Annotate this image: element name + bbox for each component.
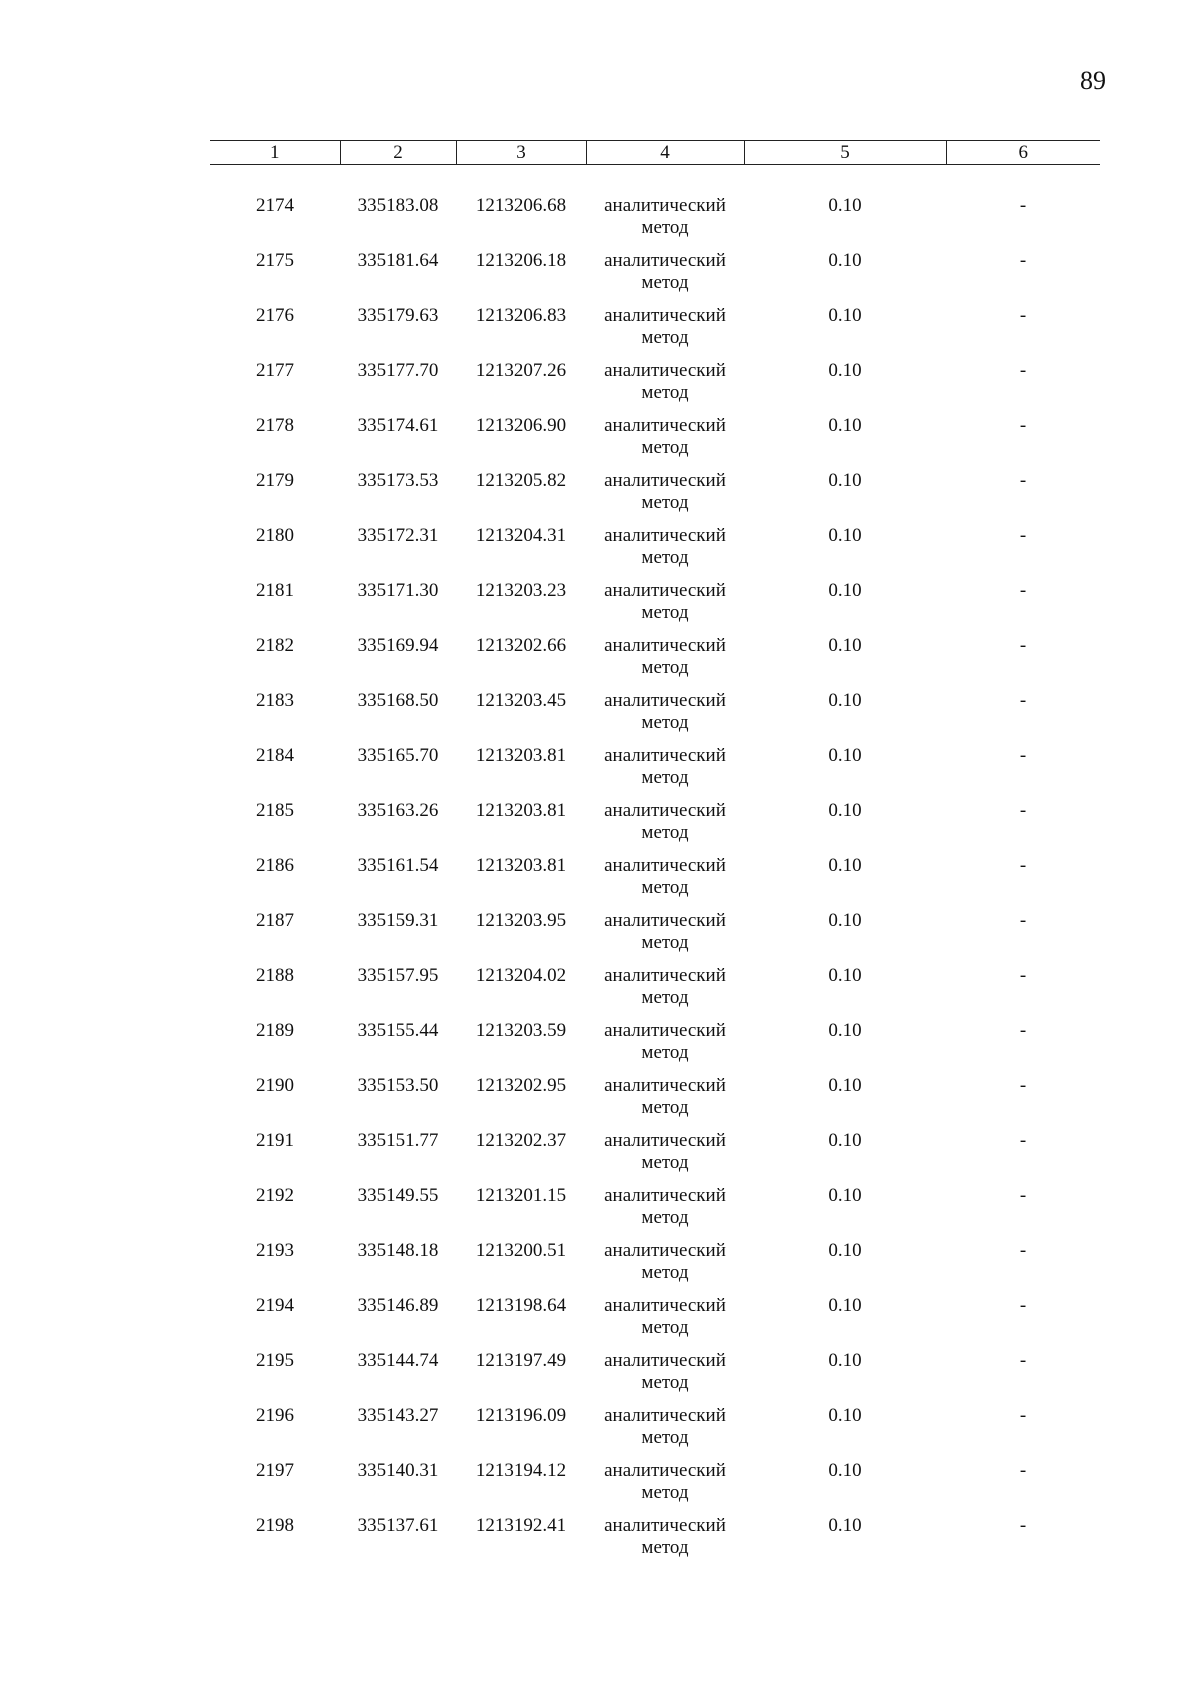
table-row	[210, 580, 1100, 635]
y-coordinate-cell: 1213203.59	[475, 1020, 567, 1041]
x-coordinate-cell: 335169.94	[357, 635, 439, 656]
note-cell: -	[1019, 1185, 1027, 1206]
note-cell: -	[1019, 1240, 1027, 1261]
table-row	[210, 525, 1100, 580]
y-coordinate-cell: 1213204.02	[475, 965, 567, 986]
coordinates-table-container	[210, 140, 1100, 1570]
table-row	[210, 1515, 1100, 1570]
method-line-2: метод	[641, 1372, 689, 1393]
point-number-cell: 2183	[256, 690, 294, 711]
note-cell: -	[1019, 965, 1027, 986]
point-number-cell: 2185	[256, 800, 294, 821]
x-coordinate-cell: 335149.55	[357, 1185, 439, 1206]
method-line-1: аналитический	[604, 800, 726, 821]
note-cell: -	[1019, 1515, 1027, 1536]
table-row	[210, 635, 1100, 690]
accuracy-cell: 0.10	[828, 415, 862, 436]
method-line-1: аналитический	[604, 415, 726, 436]
method-line-1: аналитический	[604, 1515, 726, 1536]
method-line-2: метод	[641, 1152, 689, 1173]
note-cell: -	[1019, 580, 1027, 601]
x-coordinate-cell: 335173.53	[357, 470, 439, 491]
method-cell	[586, 1460, 744, 1515]
method-cell	[586, 1240, 744, 1295]
x-coordinate-cell: 335168.50	[357, 690, 439, 711]
note-cell: -	[1019, 910, 1027, 931]
method-cell	[586, 635, 744, 690]
method-cell	[586, 1350, 744, 1405]
method-line-2: метод	[641, 492, 689, 513]
note-cell: -	[1019, 525, 1027, 546]
note-cell: -	[1019, 690, 1027, 711]
method-cell	[586, 690, 744, 745]
method-line-2: метод	[641, 1042, 689, 1063]
method-line-2: метод	[641, 327, 689, 348]
note-cell: -	[1019, 1405, 1027, 1426]
accuracy-cell: 0.10	[828, 855, 862, 876]
coordinates-table	[210, 140, 1100, 1570]
accuracy-cell: 0.10	[828, 965, 862, 986]
note-cell: -	[1019, 745, 1027, 766]
table-row	[210, 855, 1100, 910]
method-line-2: метод	[641, 932, 689, 953]
method-line-1: аналитический	[604, 305, 726, 326]
method-cell	[586, 855, 744, 910]
method-line-2: метод	[641, 1262, 689, 1283]
method-cell	[586, 165, 744, 251]
method-cell	[586, 1130, 744, 1185]
y-coordinate-cell: 1213198.64	[475, 1295, 567, 1316]
point-number-cell: 2176	[256, 305, 294, 326]
table-row	[210, 1240, 1100, 1295]
table-row	[210, 1185, 1100, 1240]
method-line-1: аналитический	[604, 1020, 726, 1041]
point-number-cell: 2188	[256, 965, 294, 986]
table-row	[210, 250, 1100, 305]
accuracy-cell: 0.10	[828, 1350, 862, 1371]
x-coordinate-cell: 335161.54	[357, 855, 439, 876]
method-cell	[586, 525, 744, 580]
x-coordinate-cell: 335140.31	[357, 1460, 439, 1481]
method-cell	[586, 745, 744, 800]
accuracy-cell: 0.10	[828, 305, 862, 326]
point-number-cell: 2184	[256, 745, 294, 766]
table-row	[210, 965, 1100, 1020]
point-number-cell: 2197	[256, 1460, 294, 1481]
point-number-cell: 2178	[256, 415, 294, 436]
y-coordinate-cell: 1213202.66	[475, 635, 567, 656]
note-cell: -	[1019, 635, 1027, 656]
method-line-2: метод	[641, 1427, 689, 1448]
accuracy-cell: 0.10	[828, 360, 862, 381]
y-coordinate-cell: 1213194.12	[475, 1460, 567, 1481]
point-number-cell: 2182	[256, 635, 294, 656]
note-cell: -	[1019, 855, 1027, 876]
y-coordinate-cell: 1213203.81	[475, 855, 567, 876]
method-cell	[586, 1515, 744, 1570]
method-line-1: аналитический	[604, 690, 726, 711]
accuracy-cell: 0.10	[828, 1515, 862, 1536]
note-cell: -	[1019, 250, 1027, 271]
accuracy-cell: 0.10	[828, 1185, 862, 1206]
table-row	[210, 1295, 1100, 1350]
note-cell: -	[1019, 1350, 1027, 1371]
method-line-2: метод	[641, 712, 689, 733]
method-cell	[586, 1020, 744, 1075]
y-coordinate-cell: 1213206.18	[475, 250, 567, 271]
y-coordinate-cell: 1213207.26	[475, 360, 567, 381]
method-cell	[586, 470, 744, 525]
y-coordinate-cell: 1213197.49	[475, 1350, 567, 1371]
point-number-cell: 2174	[256, 195, 294, 216]
method-line-1: аналитический	[604, 910, 726, 931]
point-number-cell: 2191	[256, 1130, 294, 1151]
note-cell: -	[1019, 470, 1027, 491]
accuracy-cell: 0.10	[828, 690, 862, 711]
method-cell	[586, 1405, 744, 1460]
y-coordinate-cell: 1213202.37	[475, 1130, 567, 1151]
column-header-1: 1	[210, 141, 340, 165]
y-coordinate-cell: 1213192.41	[475, 1515, 567, 1536]
table-row	[210, 470, 1100, 525]
method-line-1: аналитический	[604, 250, 726, 271]
x-coordinate-cell: 335151.77	[357, 1130, 439, 1151]
method-line-1: аналитический	[604, 470, 726, 491]
y-coordinate-cell: 1213196.09	[475, 1405, 567, 1426]
point-number-cell: 2194	[256, 1295, 294, 1316]
note-cell: -	[1019, 1020, 1027, 1041]
y-coordinate-cell: 1213202.95	[475, 1075, 567, 1096]
y-coordinate-cell: 1213204.31	[475, 525, 567, 546]
table-row	[210, 1020, 1100, 1075]
accuracy-cell: 0.10	[828, 745, 862, 766]
accuracy-cell: 0.10	[828, 250, 862, 271]
accuracy-cell: 0.10	[828, 470, 862, 491]
method-line-1: аналитический	[604, 1130, 726, 1151]
x-coordinate-cell: 335144.74	[357, 1350, 439, 1371]
method-cell	[586, 415, 744, 470]
method-line-2: метод	[641, 437, 689, 458]
method-line-1: аналитический	[604, 1240, 726, 1261]
point-number-cell: 2190	[256, 1075, 294, 1096]
method-line-2: метод	[641, 877, 689, 898]
y-coordinate-cell: 1213203.81	[475, 745, 567, 766]
point-number-cell: 2195	[256, 1350, 294, 1371]
table-header	[210, 141, 1100, 165]
method-line-2: метод	[641, 1207, 689, 1228]
y-coordinate-cell: 1213206.68	[475, 195, 567, 216]
point-number-cell: 2192	[256, 1185, 294, 1206]
y-coordinate-cell: 1213205.82	[475, 470, 567, 491]
method-line-2: метод	[641, 382, 689, 403]
y-coordinate-cell: 1213203.95	[475, 910, 567, 931]
table-row	[210, 800, 1100, 855]
accuracy-cell: 0.10	[828, 635, 862, 656]
y-coordinate-cell: 1213200.51	[475, 1240, 567, 1261]
method-line-1: аналитический	[604, 580, 726, 601]
method-line-1: аналитический	[604, 635, 726, 656]
x-coordinate-cell: 335181.64	[357, 250, 439, 271]
note-cell: -	[1019, 195, 1027, 216]
method-line-1: аналитический	[604, 1405, 726, 1426]
table-row	[210, 165, 1100, 251]
note-cell: -	[1019, 1130, 1027, 1151]
x-coordinate-cell: 335183.08	[357, 195, 439, 216]
method-cell	[586, 250, 744, 305]
note-cell: -	[1019, 360, 1027, 381]
note-cell: -	[1019, 415, 1027, 436]
point-number-cell: 2180	[256, 525, 294, 546]
method-line-1: аналитический	[604, 745, 726, 766]
x-coordinate-cell: 335148.18	[357, 1240, 439, 1261]
note-cell: -	[1019, 1295, 1027, 1316]
method-line-1: аналитический	[604, 525, 726, 546]
method-line-2: метод	[641, 767, 689, 788]
note-cell: -	[1019, 305, 1027, 326]
point-number-cell: 2196	[256, 1405, 294, 1426]
accuracy-cell: 0.10	[828, 1460, 862, 1481]
method-line-2: метод	[641, 217, 689, 238]
method-line-2: метод	[641, 602, 689, 623]
point-number-cell: 2175	[256, 250, 294, 271]
y-coordinate-cell: 1213203.23	[475, 580, 567, 601]
accuracy-cell: 0.10	[828, 1020, 862, 1041]
accuracy-cell: 0.10	[828, 1240, 862, 1261]
method-cell	[586, 910, 744, 965]
method-line-2: метод	[641, 1317, 689, 1338]
method-line-2: метод	[641, 1097, 689, 1118]
note-cell: -	[1019, 800, 1027, 821]
method-cell	[586, 580, 744, 635]
column-header-4: 4	[586, 141, 744, 165]
point-number-cell: 2177	[256, 360, 294, 381]
accuracy-cell: 0.10	[828, 580, 862, 601]
table-row	[210, 910, 1100, 965]
y-coordinate-cell: 1213206.83	[475, 305, 567, 326]
method-cell	[586, 800, 744, 855]
method-line-1: аналитический	[604, 855, 726, 876]
method-line-2: метод	[641, 657, 689, 678]
table-row	[210, 305, 1100, 360]
x-coordinate-cell: 335172.31	[357, 525, 439, 546]
x-coordinate-cell: 335143.27	[357, 1405, 439, 1426]
method-line-1: аналитический	[604, 1350, 726, 1371]
page-number: 89	[1080, 66, 1106, 95]
method-cell	[586, 1295, 744, 1350]
accuracy-cell: 0.10	[828, 910, 862, 931]
x-coordinate-cell: 335146.89	[357, 1295, 439, 1316]
method-line-1: аналитический	[604, 1295, 726, 1316]
table-row	[210, 690, 1100, 745]
x-coordinate-cell: 335137.61	[357, 1515, 439, 1536]
y-coordinate-cell: 1213206.90	[475, 415, 567, 436]
method-line-1: аналитический	[604, 1185, 726, 1206]
table-row	[210, 415, 1100, 470]
y-coordinate-cell: 1213201.15	[475, 1185, 567, 1206]
accuracy-cell: 0.10	[828, 1130, 862, 1151]
point-number-cell: 2189	[256, 1020, 294, 1041]
x-coordinate-cell: 335179.63	[357, 305, 439, 326]
y-coordinate-cell: 1213203.81	[475, 800, 567, 821]
method-line-1: аналитический	[604, 965, 726, 986]
x-coordinate-cell: 335157.95	[357, 965, 439, 986]
point-number-cell: 2193	[256, 1240, 294, 1261]
point-number-cell: 2187	[256, 910, 294, 931]
table-row	[210, 1405, 1100, 1460]
method-line-2: метод	[641, 272, 689, 293]
point-number-cell: 2181	[256, 580, 294, 601]
x-coordinate-cell: 335159.31	[357, 910, 439, 931]
method-line-1: аналитический	[604, 1075, 726, 1096]
method-line-2: метод	[641, 1537, 689, 1558]
column-header-2: 2	[340, 141, 456, 165]
accuracy-cell: 0.10	[828, 1405, 862, 1426]
column-header-5: 5	[744, 141, 946, 165]
method-cell	[586, 360, 744, 415]
table-row	[210, 360, 1100, 415]
x-coordinate-cell: 335165.70	[357, 745, 439, 766]
table-row	[210, 745, 1100, 800]
accuracy-cell: 0.10	[828, 1075, 862, 1096]
x-coordinate-cell: 335155.44	[357, 1020, 439, 1041]
point-number-cell: 2198	[256, 1515, 294, 1536]
x-coordinate-cell: 335153.50	[357, 1075, 439, 1096]
accuracy-cell: 0.10	[828, 525, 862, 546]
x-coordinate-cell: 335177.70	[357, 360, 439, 381]
method-line-2: метод	[641, 822, 689, 843]
x-coordinate-cell: 335163.26	[357, 800, 439, 821]
column-header-6: 6	[946, 141, 1100, 165]
accuracy-cell: 0.10	[828, 800, 862, 821]
table-header-row	[210, 141, 1100, 165]
x-coordinate-cell: 335174.61	[357, 415, 439, 436]
y-coordinate-cell: 1213203.45	[475, 690, 567, 711]
point-number-cell: 2186	[256, 855, 294, 876]
accuracy-cell: 0.10	[828, 1295, 862, 1316]
note-cell: -	[1019, 1460, 1027, 1481]
method-cell	[586, 305, 744, 360]
method-line-2: метод	[641, 987, 689, 1008]
table-row	[210, 1460, 1100, 1515]
accuracy-cell: 0.10	[828, 195, 862, 216]
point-number-cell: 2179	[256, 470, 294, 491]
table-row	[210, 1130, 1100, 1185]
method-line-1: аналитический	[604, 360, 726, 381]
table-row	[210, 1350, 1100, 1405]
method-line-2: метод	[641, 1482, 689, 1503]
table-body	[210, 165, 1100, 1571]
method-cell	[586, 965, 744, 1020]
method-line-1: аналитический	[604, 1460, 726, 1481]
method-cell	[586, 1075, 744, 1130]
method-line-2: метод	[641, 547, 689, 568]
column-header-3: 3	[456, 141, 586, 165]
table-row	[210, 1075, 1100, 1130]
method-line-1: аналитический	[604, 195, 726, 216]
method-cell	[586, 1185, 744, 1240]
note-cell: -	[1019, 1075, 1027, 1096]
x-coordinate-cell: 335171.30	[357, 580, 439, 601]
